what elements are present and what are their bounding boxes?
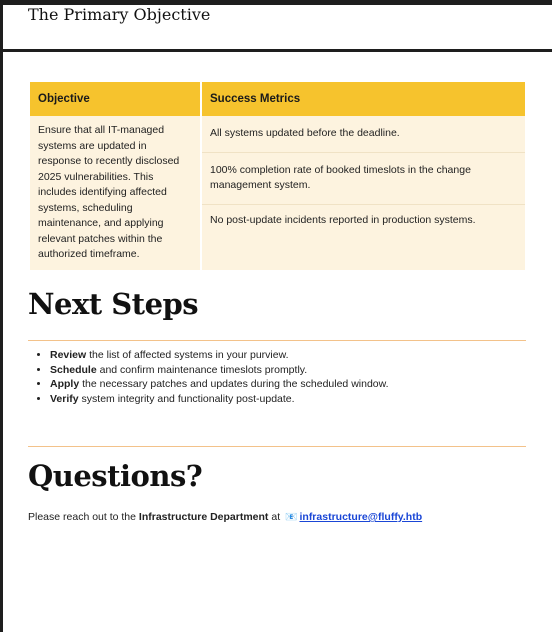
table-row bbox=[30, 116, 525, 152]
department-name: Infrastructure Department bbox=[138, 511, 269, 523]
objective-table bbox=[30, 82, 525, 270]
header-success-metrics: Success Metrics bbox=[201, 82, 525, 116]
contact-prefix: Please reach out to the bbox=[28, 511, 139, 523]
step-verb: Apply bbox=[50, 378, 80, 390]
metric-cell: 100% completion rate of booked timeslots in the change management system. bbox=[201, 152, 525, 204]
section-title: The Primary Objective bbox=[28, 5, 211, 24]
list-item bbox=[50, 363, 389, 378]
mail-icon: 📧 bbox=[285, 512, 298, 523]
divider bbox=[28, 446, 526, 447]
step-verb: Review bbox=[50, 349, 87, 361]
questions-heading: Questions? bbox=[28, 459, 203, 493]
divider bbox=[28, 340, 526, 341]
metric-cell: No post-update incidents reported in production systems. bbox=[201, 204, 525, 270]
table-header-row bbox=[30, 82, 525, 116]
header-objective: Objective bbox=[30, 82, 201, 116]
contact-line bbox=[28, 511, 422, 523]
list-item bbox=[50, 392, 389, 407]
next-steps-list bbox=[36, 348, 389, 406]
step-text: and confirm maintenance timeslots promptly. bbox=[96, 363, 308, 376]
left-border bbox=[0, 52, 3, 632]
header-bar bbox=[0, 0, 552, 52]
metric-cell: All systems updated before the deadline. bbox=[201, 116, 525, 152]
contact-at: at bbox=[268, 511, 284, 523]
objective-cell: Ensure that all IT-managed systems are updated in response to recently disclosed 2025 vulnerabilities. This includes identifying affected systems, scheduling maintenance, and applying relevant patches within the authorized timeframe. bbox=[30, 116, 201, 270]
email-link[interactable]: infrastructure@fluffy.htb bbox=[299, 511, 423, 523]
step-verb: Schedule bbox=[50, 363, 97, 376]
step-text: the necessary patches and updates during the scheduled window. bbox=[79, 378, 389, 390]
step-text: system integrity and functionality post-update. bbox=[78, 392, 295, 405]
list-item bbox=[50, 377, 389, 392]
step-text: the list of affected systems in your purview. bbox=[86, 349, 289, 361]
step-verb: Verify bbox=[50, 392, 79, 405]
next-steps-heading: Next Steps bbox=[28, 287, 199, 321]
list-item bbox=[50, 348, 389, 363]
